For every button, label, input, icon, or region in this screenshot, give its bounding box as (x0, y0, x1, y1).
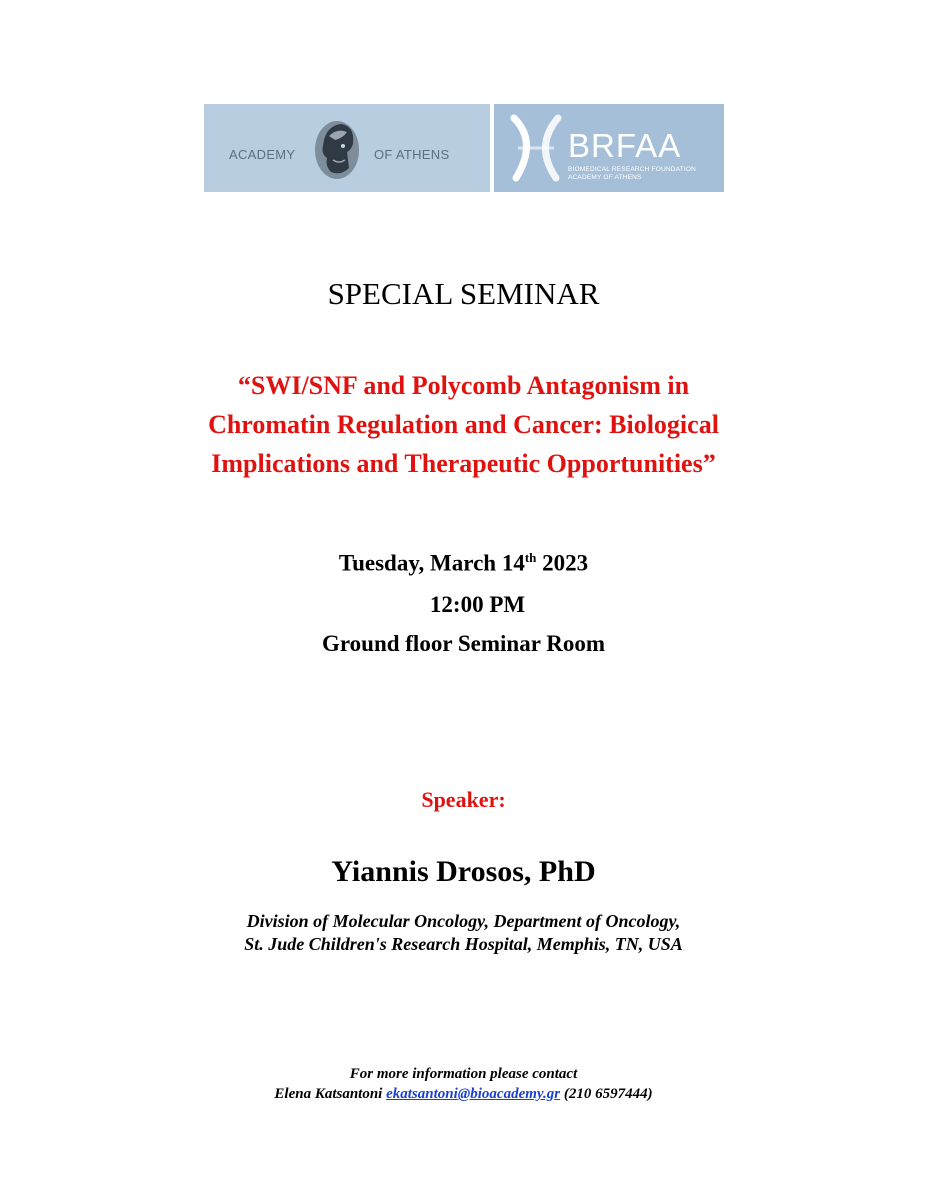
brfaa-logo-subtitle-line1: BIOMEDICAL RESEARCH FOUNDATION (568, 166, 697, 173)
logo-banner (204, 104, 724, 192)
brfaa-logo (494, 104, 724, 192)
event-date-year: 2023 (536, 550, 589, 576)
academy-logo-word-right: OF ATHENS (374, 147, 450, 162)
contact-email-link[interactable]: ekatsantoni@bioacademy.gr (386, 1086, 561, 1102)
event-time: 12:00 PM (429, 592, 526, 617)
speaker-label: Speaker: (421, 787, 506, 812)
brfaa-logo-subtitle-line2: ACADEMY OF ATHENS (568, 174, 642, 181)
contact-intro: For more information please contact (349, 1066, 578, 1082)
event-date (0, 550, 927, 577)
seminar-heading: SPECIAL SEMINAR (327, 276, 600, 311)
brfaa-logo-subtitle (568, 166, 696, 182)
contact-info (0, 1064, 927, 1104)
academy-logo-word-left: ACADEMY (229, 147, 296, 162)
speaker-name: Yiannis Drosos, PhD (331, 855, 596, 888)
speaker-affiliation-line2: St. Jude Children's Research Hospital, Memphis, TN, USA (244, 934, 683, 954)
seminar-title-line2: Chromatin Regulation and Cancer: Biological (208, 410, 719, 439)
athena-seal-icon (311, 116, 363, 182)
seminar-title-line3: Implications and Therapeutic Opportunities” (211, 449, 716, 478)
contact-name: Elena Katsantoni (274, 1086, 387, 1102)
academy-of-athens-logo (204, 104, 490, 192)
event-date-ordinal: th (524, 550, 537, 565)
speaker-affiliation (0, 910, 927, 956)
event-date-prefix: Tuesday, March 14 (338, 550, 525, 576)
brfaa-logo-name: BRFAA (568, 127, 682, 164)
speaker-affiliation-line1: Division of Molecular Oncology, Department of Oncology, (246, 911, 681, 931)
contact-phone: (210 6597444) (560, 1086, 653, 1102)
contact-line (0, 1084, 927, 1104)
seminar-title (0, 366, 927, 483)
event-room: Ground floor Seminar Room (321, 631, 606, 656)
brfaa-helix-icon (508, 112, 564, 184)
seminar-title-line1: “SWI/SNF and Polycomb Antagonism in (237, 371, 690, 400)
